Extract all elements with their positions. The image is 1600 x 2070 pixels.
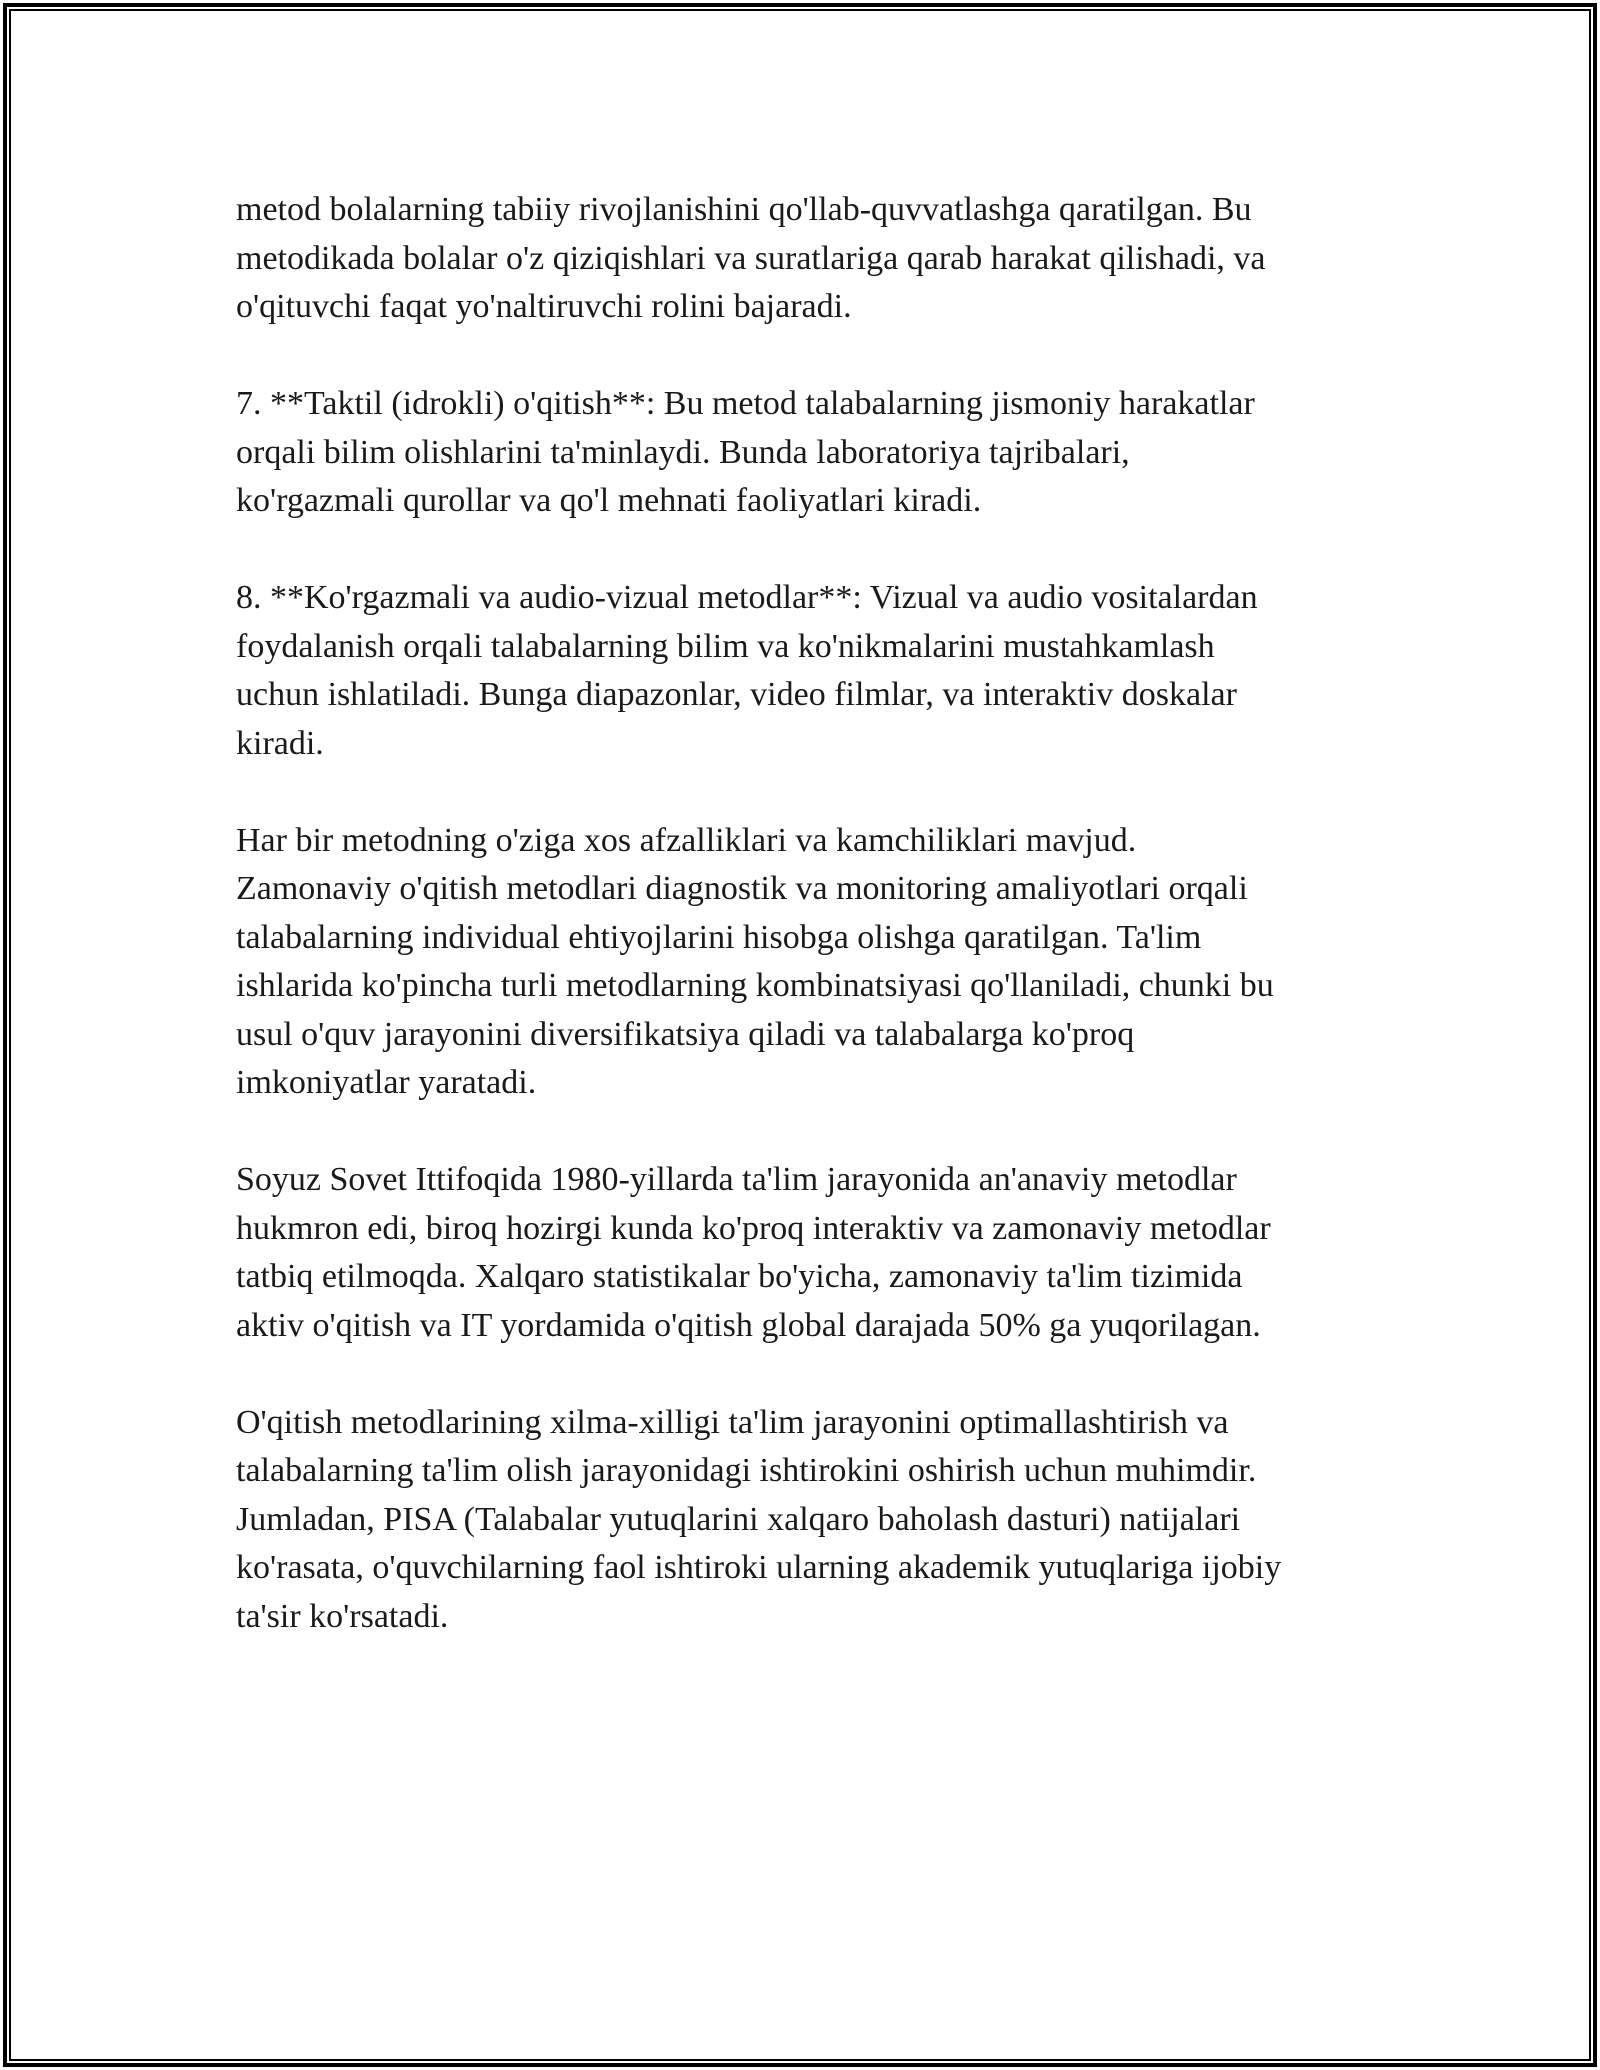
text-line: talabalarning ta'lim olish jarayonidagi ishtirokini oshirish uchun muhimdir. xyxy=(236,1452,1257,1489)
text-line: 8. **Ko'rgazmali va audio-vizual metodlar**: Vizual va audio vositalardan xyxy=(236,579,1258,616)
text-line: imkoniyatlar yaratadi. xyxy=(236,1064,537,1101)
text-line: O'qitish metodlarining xilma-xilligi ta'lim jarayonini optimallashtirish va xyxy=(236,1403,1229,1441)
text-line: Zamonaviy o'qitish metodlari diagnostik va monitoring amaliyotlari orqali xyxy=(236,870,1248,907)
text-line: Jumladan, PISA (Talabalar yutuqlarini xalqaro baholash dasturi) natijalari xyxy=(236,1500,1241,1538)
text-line: ta'sir ko'rsatadi. xyxy=(236,1597,449,1635)
text-line: Har bir metodning o'ziga xos afzalliklari va kamchiliklari mavjud. xyxy=(236,821,1137,859)
text-line: Soyuz Sovet Ittifoqida 1980-yillarda ta'lim jarayonida an'anaviy metodlar xyxy=(236,1161,1237,1198)
text-line: uchun ishlatiladi. Bunga diapazonlar, video filmlar, va interaktiv doskalar xyxy=(236,676,1237,713)
text-line: metod bolalarning tabiiy rivojlanishini qo'llab-quvvatlashga qaratilgan. Bu xyxy=(236,191,1252,228)
text-line: 7. **Taktil (idrokli) o'qitish**: Bu metod talabalarning jismoniy harakatlar xyxy=(236,385,1255,422)
text-line: metodikada bolalar o'z qiziqishlari va suratlariga qarab harakat qilishadi, va xyxy=(236,239,1266,277)
text-line: ishlarida ko'pincha turli metodlarning kombinatsiyasi qo'llaniladi, chunki bu xyxy=(236,967,1274,1004)
text-line: orqali bilim olishlarini ta'minlaydi. Bunda laboratoriya tajribalari, xyxy=(236,433,1130,471)
text-line: foydalanish orqali talabalarning bilim va ko'nikmalarini mustahkamlash xyxy=(236,627,1215,665)
text-line: usul o'quv jarayonini diversifikatsiya qiladi va talabalarga ko'proq xyxy=(236,1015,1135,1053)
text-line: tatbiq etilmoqda. Xalqaro statistikalar bo'yicha, zamonaviy ta'lim tizimida xyxy=(236,1258,1243,1295)
paragraph xyxy=(236,1156,1386,1350)
document-body xyxy=(236,186,1386,1690)
text-line: hukmron edi, biroq hozirgi kunda ko'proq interaktiv va zamonaviy metodlar xyxy=(236,1209,1271,1247)
text-line: talabalarning individual ehtiyojlarini hisobga olishga qaratilgan. Ta'lim xyxy=(236,918,1202,956)
text-line: kiradi. xyxy=(236,724,324,762)
text-line: o'qituvchi faqat yo'naltiruvchi rolini bajaradi. xyxy=(236,288,852,325)
text-line: aktiv o'qitish va IT yordamida o'qitish global darajada 50% ga yuqorilagan. xyxy=(236,1306,1261,1344)
paragraph xyxy=(236,1399,1386,1642)
paragraph xyxy=(236,186,1386,332)
paragraph xyxy=(236,817,1386,1108)
paragraph xyxy=(236,574,1386,768)
text-line: ko'rasata, o'quvchilarning faol ishtiroki ularning akademik yutuqlariga ijobiy xyxy=(236,1549,1282,1586)
paragraph xyxy=(236,380,1386,526)
text-line: ko'rgazmali qurollar va qo'l mehnati faoliyatlari kiradi. xyxy=(236,482,982,519)
